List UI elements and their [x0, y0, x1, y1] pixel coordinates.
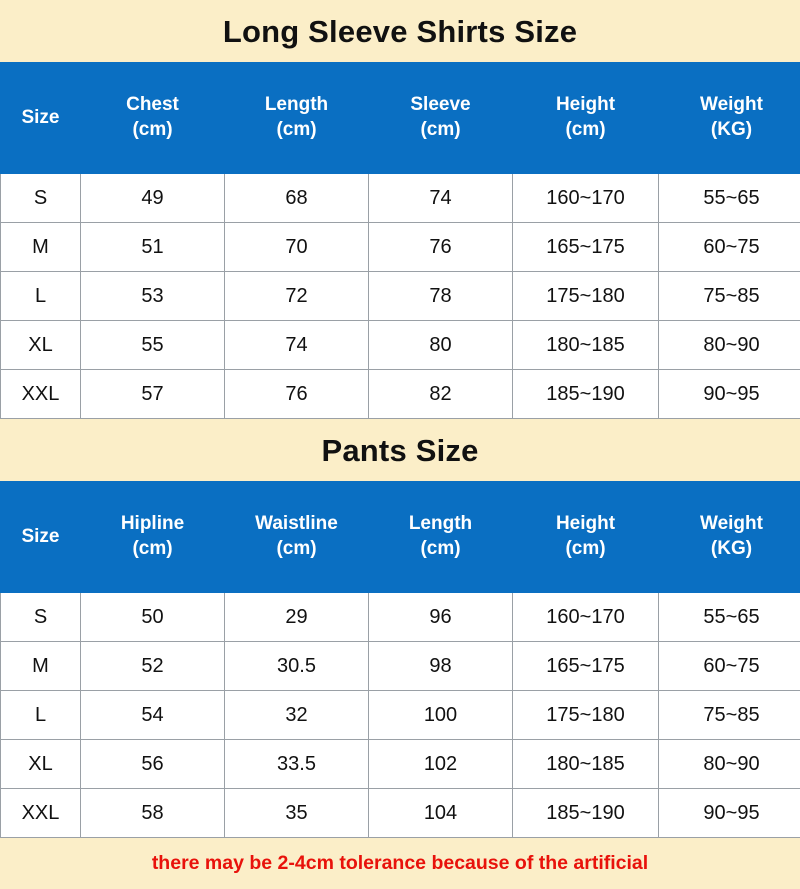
column-header-label: Height [555, 513, 616, 535]
column-header-label: Length [408, 513, 473, 535]
cell-hipline: 56 [81, 740, 225, 789]
column-header-unit: (cm) [565, 119, 606, 140]
shirts-table-body [1, 174, 800, 419]
cell-waistline: 30.5 [225, 642, 369, 691]
tolerance-note: there may be 2-4cm tolerance because of the artificial [0, 838, 800, 889]
column-header-label: Size [21, 106, 60, 128]
cell-height: 175~180 [513, 691, 659, 740]
cell-height: 185~190 [513, 789, 659, 838]
column-header-size [1, 63, 81, 174]
cell-size: S [1, 593, 81, 642]
cell-hipline: 54 [81, 691, 225, 740]
column-header-unit: (KG) [710, 119, 753, 140]
cell-weight: 60~75 [659, 223, 800, 272]
column-header-label: Weight [700, 94, 763, 116]
cell-size: XL [1, 740, 81, 789]
cell-weight: 90~95 [659, 370, 800, 419]
pants-size-table [0, 481, 800, 838]
table-row [1, 370, 800, 419]
cell-length: 76 [225, 370, 369, 419]
column-header-size [1, 482, 81, 593]
table-header-row [1, 482, 800, 593]
cell-weight: 80~90 [659, 321, 800, 370]
table-row [1, 321, 800, 370]
cell-size: XL [1, 321, 81, 370]
cell-height: 160~170 [513, 174, 659, 223]
column-header-waistline [225, 482, 369, 593]
column-header-hipline [81, 482, 225, 593]
cell-sleeve: 80 [369, 321, 513, 370]
cell-sleeve: 82 [369, 370, 513, 419]
cell-weight: 80~90 [659, 740, 800, 789]
cell-waistline: 33.5 [225, 740, 369, 789]
column-header-label: Size [21, 525, 60, 547]
cell-waistline: 35 [225, 789, 369, 838]
column-header-height [513, 63, 659, 174]
column-header-label: Weight [700, 513, 763, 535]
cell-weight: 75~85 [659, 691, 800, 740]
cell-chest: 51 [81, 223, 225, 272]
table-row [1, 789, 800, 838]
column-header-unit: (cm) [276, 119, 317, 140]
cell-length: 98 [369, 642, 513, 691]
pants-table-body [1, 593, 800, 838]
column-header-label: Waistline [255, 513, 338, 535]
cell-height: 175~180 [513, 272, 659, 321]
cell-size: L [1, 691, 81, 740]
cell-height: 185~190 [513, 370, 659, 419]
column-header-label: Hipline [120, 513, 185, 535]
cell-chest: 53 [81, 272, 225, 321]
cell-weight: 90~95 [659, 789, 800, 838]
cell-length: 96 [369, 593, 513, 642]
column-header-unit: (cm) [132, 538, 173, 559]
cell-length: 100 [369, 691, 513, 740]
cell-weight: 55~65 [659, 593, 800, 642]
table-header-row [1, 63, 800, 174]
table-row [1, 223, 800, 272]
shirts-size-table [0, 62, 800, 419]
column-header-unit: (cm) [276, 538, 317, 559]
column-header-chest [81, 63, 225, 174]
cell-length: 104 [369, 789, 513, 838]
cell-chest: 55 [81, 321, 225, 370]
cell-weight: 60~75 [659, 642, 800, 691]
shirts-table-head [1, 63, 800, 174]
table-row [1, 174, 800, 223]
cell-sleeve: 76 [369, 223, 513, 272]
column-header-unit: (cm) [420, 538, 461, 559]
cell-size: M [1, 642, 81, 691]
column-header-length [369, 482, 513, 593]
cell-height: 165~175 [513, 223, 659, 272]
column-header-label: Length [264, 94, 329, 116]
pants-table-head [1, 482, 800, 593]
cell-waistline: 32 [225, 691, 369, 740]
cell-weight: 75~85 [659, 272, 800, 321]
cell-chest: 49 [81, 174, 225, 223]
cell-hipline: 58 [81, 789, 225, 838]
table-row [1, 272, 800, 321]
cell-chest: 57 [81, 370, 225, 419]
cell-height: 180~185 [513, 740, 659, 789]
cell-hipline: 52 [81, 642, 225, 691]
cell-length: 72 [225, 272, 369, 321]
cell-sleeve: 78 [369, 272, 513, 321]
column-header-unit: (cm) [132, 119, 173, 140]
cell-waistline: 29 [225, 593, 369, 642]
column-header-unit: (cm) [420, 119, 461, 140]
column-header-label: Height [555, 94, 616, 116]
column-header-unit: (KG) [710, 538, 753, 559]
table-row [1, 691, 800, 740]
cell-size: M [1, 223, 81, 272]
cell-length: 70 [225, 223, 369, 272]
cell-height: 165~175 [513, 642, 659, 691]
cell-length: 74 [225, 321, 369, 370]
cell-size: S [1, 174, 81, 223]
table-row [1, 740, 800, 789]
table-row [1, 642, 800, 691]
cell-length: 68 [225, 174, 369, 223]
shirts-title: Long Sleeve Shirts Size [0, 0, 800, 62]
cell-height: 160~170 [513, 593, 659, 642]
pants-title: Pants Size [0, 419, 800, 481]
cell-size: XXL [1, 370, 81, 419]
column-header-sleeve [369, 63, 513, 174]
cell-size: XXL [1, 789, 81, 838]
column-header-label: Chest [126, 94, 179, 116]
column-header-height [513, 482, 659, 593]
cell-height: 180~185 [513, 321, 659, 370]
column-header-weight [659, 63, 800, 174]
column-header-label: Sleeve [410, 94, 471, 116]
cell-size: L [1, 272, 81, 321]
column-header-length [225, 63, 369, 174]
column-header-unit: (cm) [565, 538, 606, 559]
cell-length: 102 [369, 740, 513, 789]
cell-hipline: 50 [81, 593, 225, 642]
column-header-weight [659, 482, 800, 593]
cell-weight: 55~65 [659, 174, 800, 223]
cell-sleeve: 74 [369, 174, 513, 223]
table-row [1, 593, 800, 642]
